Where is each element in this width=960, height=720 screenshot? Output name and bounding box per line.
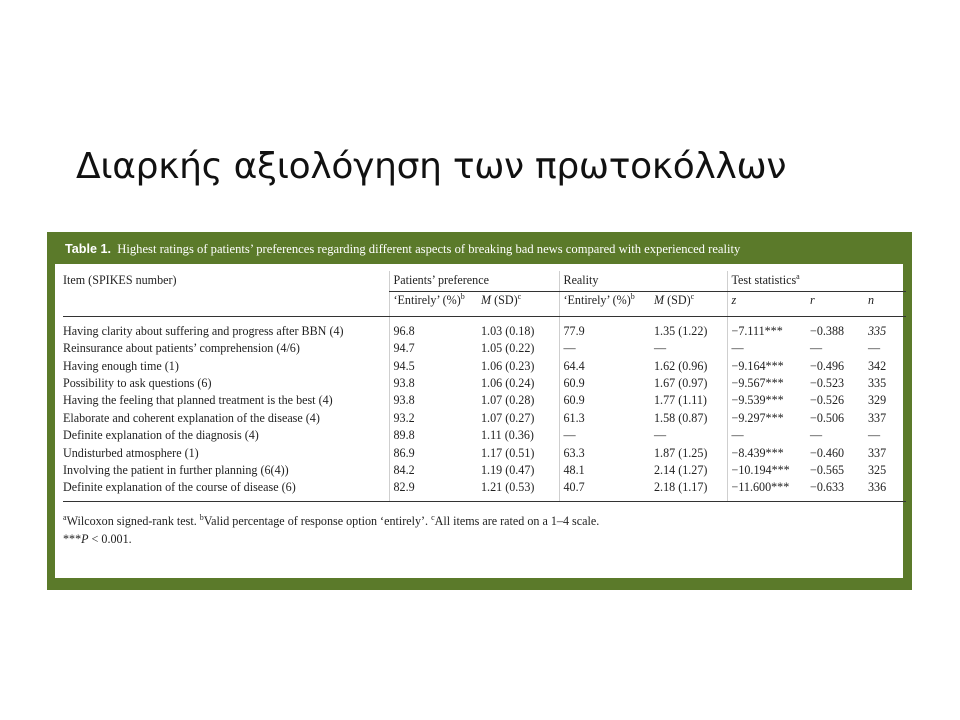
cell-n: 337 <box>868 445 887 460</box>
cell-n: 342 <box>868 358 887 373</box>
cell-real-entirely: — <box>559 340 654 357</box>
cell-r: −0.523 <box>810 376 845 391</box>
header-pref-msd-m: M <box>481 293 492 308</box>
cell-z: −9.297*** <box>727 410 810 427</box>
table-body <box>63 316 906 501</box>
cell-real-msd: 1.62 (0.96) <box>654 358 708 373</box>
header-real-entirely-sup: b <box>630 292 635 302</box>
cell-real-msd: 1.58 (0.87) <box>654 410 708 425</box>
cell-n: 336 <box>868 479 906 501</box>
cell-n: 335 <box>868 323 887 338</box>
cell-real-msd: 2.18 (1.17) <box>654 479 727 501</box>
table-panel <box>55 264 903 578</box>
cell-n: — <box>868 428 881 443</box>
slide-title: Διαρκής αξιολόγηση των πρωτοκόλλων <box>76 146 787 187</box>
cell-pref-entirely: 93.8 <box>389 392 481 409</box>
cell-r: — <box>810 341 823 356</box>
cell-n: 329 <box>868 393 887 408</box>
cell-real-entirely: 60.9 <box>559 392 654 409</box>
cell-r: −0.388 <box>810 323 845 338</box>
cell-r: −0.526 <box>810 393 845 408</box>
cell-real-msd: — <box>654 341 667 356</box>
header-pref-entirely-sup: b <box>460 292 465 302</box>
cell-pref-msd: 1.05 (0.22) <box>481 341 535 356</box>
cell-pref-entirely: 89.8 <box>389 427 481 444</box>
cell-pref-msd: 1.06 (0.23) <box>481 358 535 373</box>
note-c-text: All items are rated on a 1–4 scale. <box>434 513 600 528</box>
cell-real-entirely: 63.3 <box>559 445 654 462</box>
header-pref-msd-label: (SD) <box>491 293 518 308</box>
header-n: n <box>868 292 906 316</box>
note-b-text: Valid percentage of response option ‘entirely’. <box>203 513 432 528</box>
table-row <box>63 375 906 392</box>
header-z: z <box>727 292 810 316</box>
table-row <box>63 410 906 427</box>
table-caption <box>55 232 903 264</box>
cell-item: Having the feeling that planned treatment is the best (4) <box>63 393 333 408</box>
header-pref-entirely-label: ‘Entirely’ (%) <box>393 293 461 308</box>
header-real-msd <box>654 292 727 316</box>
cell-item: Elaborate and coherent explanation of the disease (4) <box>63 410 320 425</box>
header-group-stats-label: Test statistics <box>731 273 797 287</box>
header-real-msd-label: (SD) <box>664 293 691 308</box>
note-p-symbol: P <box>81 531 89 546</box>
cell-real-entirely: 48.1 <box>559 462 654 479</box>
cell-pref-msd: 1.07 (0.28) <box>481 393 535 408</box>
table-caption-text: Highest ratings of patients’ preferences regarding different aspects of breaking bad news compared with experienced reality <box>117 242 741 256</box>
cell-real-entirely: — <box>559 427 654 444</box>
note-b-sup: b <box>199 512 204 522</box>
cell-z: −8.439*** <box>727 445 810 462</box>
note-a-sup: a <box>63 512 67 522</box>
header-pref-entirely <box>389 292 481 316</box>
cell-real-msd: — <box>654 428 667 443</box>
cell-n: 335 <box>868 376 887 391</box>
cell-z: — <box>727 427 810 444</box>
cell-item: Having enough time (1) <box>63 358 179 373</box>
cell-n: 325 <box>868 463 887 478</box>
cell-z: −11.600*** <box>727 479 810 501</box>
cell-item: Reinsurance about patients’ comprehension (4/6) <box>63 341 300 356</box>
cell-pref-entirely: 93.2 <box>389 410 481 427</box>
header-group-preference-label: Patients’ preference <box>393 273 489 287</box>
header-group-stats-sup: a <box>796 271 800 281</box>
table-notes <box>63 512 895 548</box>
cell-pref-entirely: 94.7 <box>389 340 481 357</box>
table-note-line-2 <box>63 530 895 548</box>
header-sub-row <box>63 292 906 316</box>
header-pref-msd-sup: c <box>517 292 522 302</box>
cell-pref-entirely: 93.8 <box>389 375 481 392</box>
cell-real-msd: 1.87 (1.25) <box>654 445 708 460</box>
table-row <box>63 427 906 444</box>
header-group-reality-label: Reality <box>563 273 599 287</box>
header-group-reality <box>559 271 727 292</box>
cell-n: 337 <box>868 410 887 425</box>
cell-z: — <box>727 340 810 357</box>
cell-real-entirely: 60.9 <box>559 375 654 392</box>
header-real-entirely-label: ‘Entirely’ (%) <box>563 293 631 308</box>
cell-z: −9.567*** <box>727 375 810 392</box>
header-real-msd-sup: c <box>690 292 695 302</box>
cell-r: −0.506 <box>810 410 845 425</box>
cell-pref-msd: 1.21 (0.53) <box>481 479 559 501</box>
cell-item: Involving the patient in further planning (6(4)) <box>63 463 289 478</box>
header-pref-msd <box>481 292 559 316</box>
cell-pref-msd: 1.06 (0.24) <box>481 376 535 391</box>
table-row <box>63 479 906 501</box>
results-table <box>63 271 906 502</box>
table-row <box>63 462 906 479</box>
cell-real-msd: 1.77 (1.11) <box>654 393 707 408</box>
cell-pref-entirely: 82.9 <box>389 479 481 501</box>
cell-r: −0.460 <box>810 445 845 460</box>
cell-n: — <box>868 341 881 356</box>
cell-pref-msd: 1.19 (0.47) <box>481 463 535 478</box>
table-row <box>63 316 906 340</box>
table-row <box>63 340 906 357</box>
cell-z: −9.539*** <box>727 392 810 409</box>
header-item-spacer <box>63 292 389 316</box>
cell-item: Definite explanation of the course of disease (6) <box>63 479 389 501</box>
header-item: Item (SPIKES number) <box>63 273 177 287</box>
table-note-line-1 <box>63 512 895 530</box>
cell-pref-entirely: 86.9 <box>389 445 481 462</box>
note-p-stars: *** <box>63 531 82 546</box>
table-row <box>63 392 906 409</box>
cell-real-msd: 1.35 (1.22) <box>654 323 708 338</box>
cell-z: −10.194*** <box>727 462 810 479</box>
cell-r: −0.633 <box>810 479 868 501</box>
cell-r: −0.565 <box>810 463 845 478</box>
header-real-msd-m: M <box>654 293 665 308</box>
cell-pref-msd: 1.17 (0.51) <box>481 445 535 460</box>
header-group-stats <box>727 271 906 292</box>
cell-item: Undisturbed atmosphere (1) <box>63 445 199 460</box>
table-caption-label: Table 1. <box>65 242 111 256</box>
cell-pref-msd: 1.11 (0.36) <box>481 428 534 443</box>
cell-real-entirely: 40.7 <box>559 479 654 501</box>
header-real-entirely <box>559 292 654 316</box>
note-p-text: < 0.001. <box>88 531 132 546</box>
header-r: r <box>810 292 868 316</box>
cell-real-entirely: 64.4 <box>559 358 654 375</box>
cell-pref-entirely: 84.2 <box>389 462 481 479</box>
table-frame <box>47 232 912 590</box>
cell-real-msd: 2.14 (1.27) <box>654 463 708 478</box>
cell-z: −9.164*** <box>727 358 810 375</box>
cell-r: −0.496 <box>810 358 845 373</box>
cell-pref-entirely: 94.5 <box>389 358 481 375</box>
cell-z: −7.111*** <box>727 316 810 340</box>
cell-real-entirely: 61.3 <box>559 410 654 427</box>
table-row <box>63 358 906 375</box>
cell-item: Possibility to ask questions (6) <box>63 376 212 391</box>
header-group-row <box>63 271 906 292</box>
note-a-text: Wilcoxon signed-rank test. <box>66 513 200 528</box>
table-header <box>63 271 906 316</box>
cell-real-entirely: 77.9 <box>559 316 654 340</box>
cell-r: — <box>810 428 823 443</box>
cell-pref-entirely: 96.8 <box>389 316 481 340</box>
cell-real-msd: 1.67 (0.97) <box>654 376 708 391</box>
cell-item: Definite explanation of the diagnosis (4) <box>63 428 259 443</box>
table-row <box>63 445 906 462</box>
cell-pref-msd: 1.03 (0.18) <box>481 323 535 338</box>
header-group-preference <box>389 271 559 292</box>
cell-pref-msd: 1.07 (0.27) <box>481 410 535 425</box>
note-c-sup: c <box>431 512 435 522</box>
cell-item: Having clarity about suffering and progress after BBN (4) <box>63 323 344 338</box>
